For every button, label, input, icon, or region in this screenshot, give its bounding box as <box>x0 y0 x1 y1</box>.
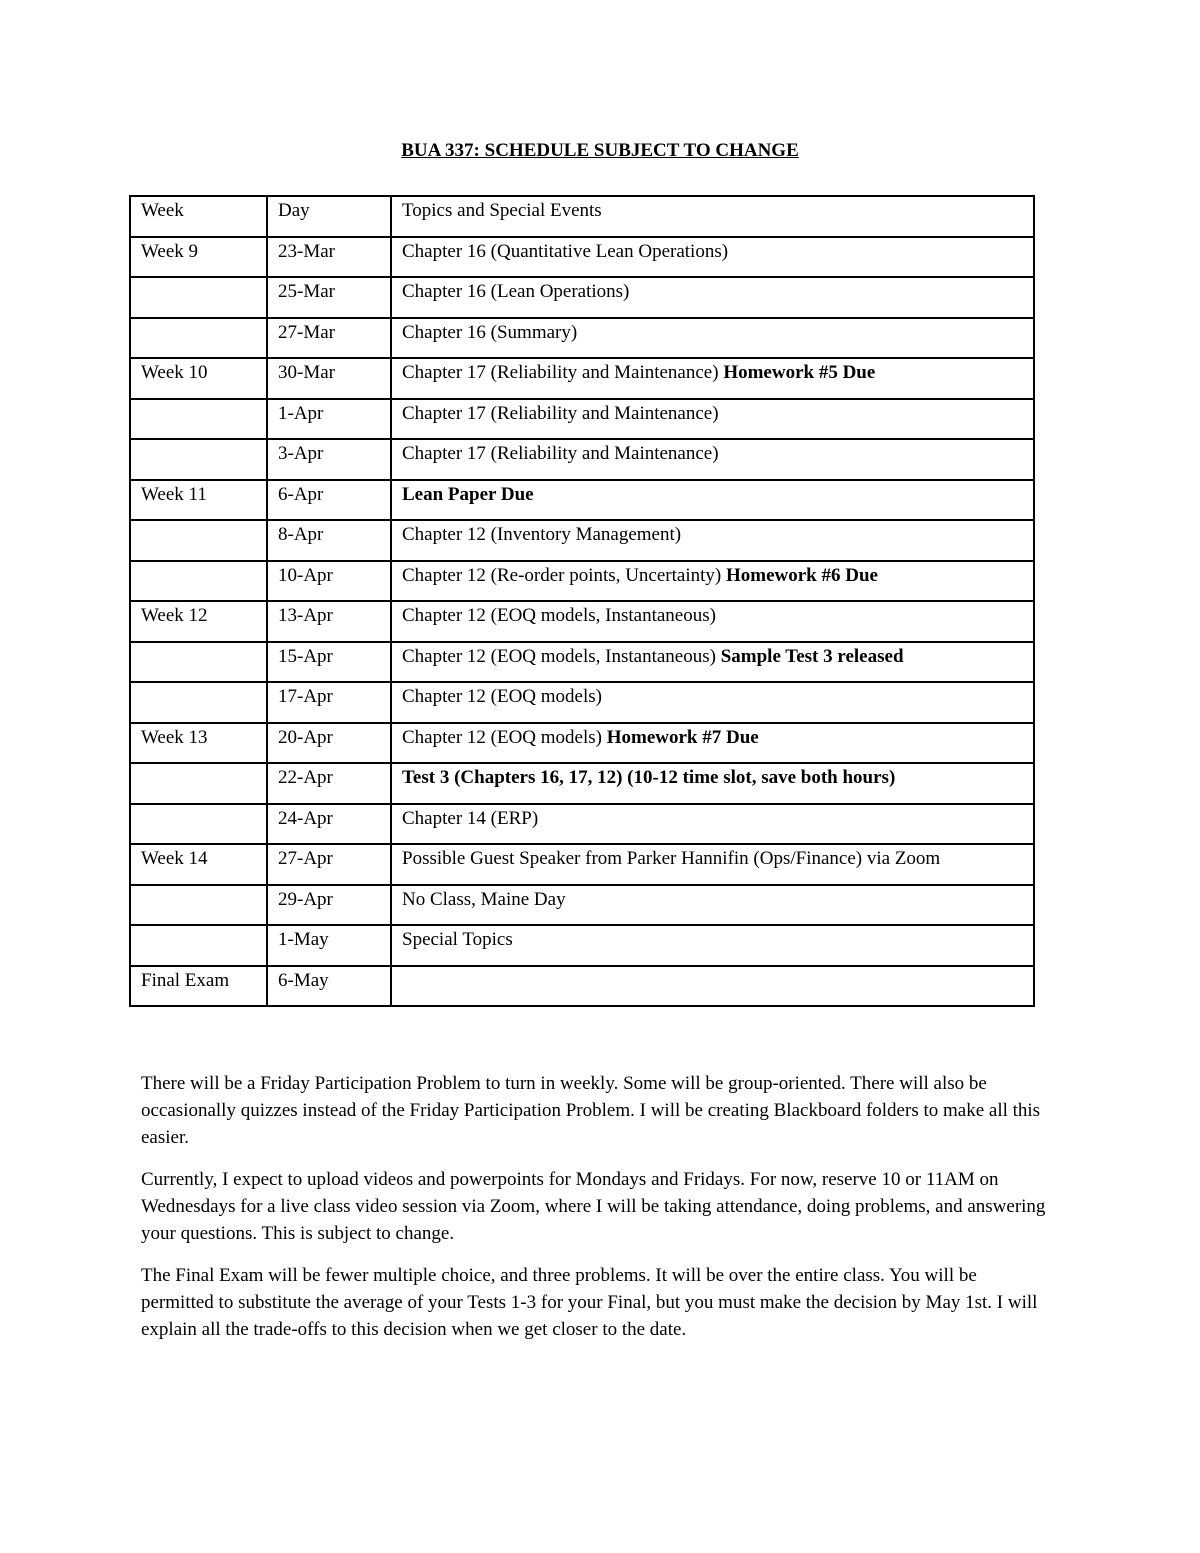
table-row <box>130 237 1034 278</box>
cell-week <box>130 318 267 359</box>
table-row <box>130 642 1034 683</box>
topic-text: Possible Guest Speaker from Parker Hannifin (Ops/Finance) via Zoom <box>402 848 941 869</box>
header-day: Day <box>267 196 391 237</box>
page-title: BUA 337: SCHEDULE SUBJECT TO CHANGE <box>401 140 799 161</box>
table-row <box>130 601 1034 642</box>
topic-text: Chapter 16 (Summary) <box>402 321 578 343</box>
cell-week <box>130 561 267 602</box>
cell-day: 29-Apr <box>267 885 391 926</box>
cell-topic <box>391 682 1034 723</box>
paragraph-final-exam: The Final Exam will be fewer multiple choice, and three problems. It will be over the entire class. You will be permitted to substitute the average of your Tests 1-3 for your Final, but you must make the decision by May 1st. I will explain all the trade-offs to this decision when we get closer to the date. <box>141 1265 1038 1340</box>
cell-topic <box>391 358 1034 399</box>
cell-day: 15-Apr <box>267 642 391 683</box>
cell-week <box>130 399 267 440</box>
topic-text: Chapter 17 (Reliability and Maintenance) <box>402 443 719 464</box>
cell-week <box>130 804 267 845</box>
topic-emphasis: Test 3 (Chapters 16, 17, 12) (10-12 time slot, save both hours) <box>402 767 896 788</box>
table-row <box>130 966 1034 1007</box>
table-row <box>130 723 1034 764</box>
cell-week <box>130 763 267 804</box>
table-row <box>130 763 1034 804</box>
cell-topic <box>391 237 1034 278</box>
cell-week <box>130 682 267 723</box>
cell-week <box>130 277 267 318</box>
table-row <box>130 399 1034 440</box>
cell-week: Week 14 <box>130 844 267 885</box>
topic-text: Chapter 16 (Lean Operations) <box>402 281 630 302</box>
cell-topic <box>391 601 1034 642</box>
topic-text: Chapter 12 (EOQ models, Instantaneous) <box>402 605 716 626</box>
cell-week <box>130 925 267 966</box>
cell-day: 10-Apr <box>267 561 391 602</box>
topic-text: Chapter 16 (Quantitative Lean Operations) <box>402 240 729 262</box>
topic-emphasis: Lean Paper Due <box>402 483 534 505</box>
cell-day: 1-Apr <box>267 399 391 440</box>
schedule-table <box>129 195 1035 1007</box>
paragraph-participation: There will be a Friday Participation Problem to turn in weekly. Some will be group-oriented. There will also be occasionally quizzes instead of the Friday Participation Problem. I will be creating Blackboard folders to make all this easier. <box>141 1073 1041 1148</box>
cell-week: Week 13 <box>130 723 267 764</box>
topic-emphasis: Sample Test 3 released <box>720 645 904 667</box>
cell-day: 1-May <box>267 925 391 966</box>
topic-text: Chapter 17 (Reliability and Maintenance) <box>402 362 724 383</box>
cell-day: 17-Apr <box>267 682 391 723</box>
cell-topic <box>391 885 1034 926</box>
cell-day: 20-Apr <box>267 723 391 764</box>
table-row <box>130 682 1034 723</box>
cell-topic <box>391 277 1034 318</box>
table-row <box>130 358 1034 399</box>
topic-text: Chapter 12 (EOQ models) <box>402 726 607 748</box>
cell-week <box>130 439 267 480</box>
cell-day: 27-Mar <box>267 318 391 359</box>
cell-day: 27-Apr <box>267 844 391 885</box>
topic-text: Chapter 12 (EOQ models) <box>402 686 602 707</box>
topic-emphasis: Homework #5 Due <box>723 362 876 383</box>
table-row <box>130 561 1034 602</box>
cell-day: 23-Mar <box>267 237 391 278</box>
cell-topic <box>391 925 1034 966</box>
cell-week: Week 11 <box>130 480 267 521</box>
cell-week: Final Exam <box>130 966 267 1007</box>
cell-day: 22-Apr <box>267 763 391 804</box>
header-topics: Topics and Special Events <box>391 196 1034 237</box>
cell-topic <box>391 966 1034 1007</box>
topic-text: Chapter 12 (Inventory Management) <box>402 524 682 545</box>
cell-week: Week 12 <box>130 601 267 642</box>
cell-day: 6-May <box>267 966 391 1007</box>
topic-text: Special Topics <box>402 929 513 950</box>
cell-week: Week 9 <box>130 237 267 278</box>
topic-emphasis: Homework #6 Due <box>725 564 878 586</box>
cell-topic <box>391 318 1034 359</box>
table-row <box>130 318 1034 359</box>
topic-text: No Class, Maine Day <box>402 888 566 910</box>
table-row <box>130 844 1034 885</box>
cell-topic <box>391 723 1034 764</box>
cell-week <box>130 520 267 561</box>
header-week: Week <box>130 196 267 237</box>
cell-day: 3-Apr <box>267 439 391 480</box>
cell-topic <box>391 804 1034 845</box>
cell-topic <box>391 520 1034 561</box>
cell-topic <box>391 480 1034 521</box>
cell-topic <box>391 844 1034 885</box>
cell-day: 8-Apr <box>267 520 391 561</box>
cell-day: 6-Apr <box>267 480 391 521</box>
cell-day: 25-Mar <box>267 277 391 318</box>
table-row <box>130 277 1034 318</box>
table-row <box>130 925 1034 966</box>
cell-week: Week 10 <box>130 358 267 399</box>
cell-topic <box>391 763 1034 804</box>
cell-week <box>130 642 267 683</box>
table-row <box>130 885 1034 926</box>
cell-topic <box>391 561 1034 602</box>
cell-day: 24-Apr <box>267 804 391 845</box>
table-row <box>130 520 1034 561</box>
topic-text: Chapter 12 (Re-order points, Uncertainty) <box>402 564 726 586</box>
cell-day: 13-Apr <box>267 601 391 642</box>
topic-text: Chapter 12 (EOQ models, Instantaneous) <box>402 645 721 667</box>
cell-week <box>130 885 267 926</box>
paragraph-videos: Currently, I expect to upload videos and powerpoints for Mondays and Fridays. For now, reserve 10 or 11AM on Wednesdays for a live class video session via Zoom, where I will be taking attendance, doing problems, and answering your questions. This is subject to change. <box>141 1169 1046 1244</box>
table-row <box>130 439 1034 480</box>
cell-topic <box>391 439 1034 480</box>
table-row <box>130 804 1034 845</box>
cell-day: 30-Mar <box>267 358 391 399</box>
topic-emphasis: Homework #7 Due <box>606 726 759 748</box>
table-header-row <box>130 196 1034 237</box>
cell-topic <box>391 642 1034 683</box>
topic-text: Chapter 17 (Reliability and Maintenance) <box>402 402 719 424</box>
table-row <box>130 480 1034 521</box>
cell-topic <box>391 399 1034 440</box>
topic-text: Chapter 14 (ERP) <box>402 807 539 829</box>
